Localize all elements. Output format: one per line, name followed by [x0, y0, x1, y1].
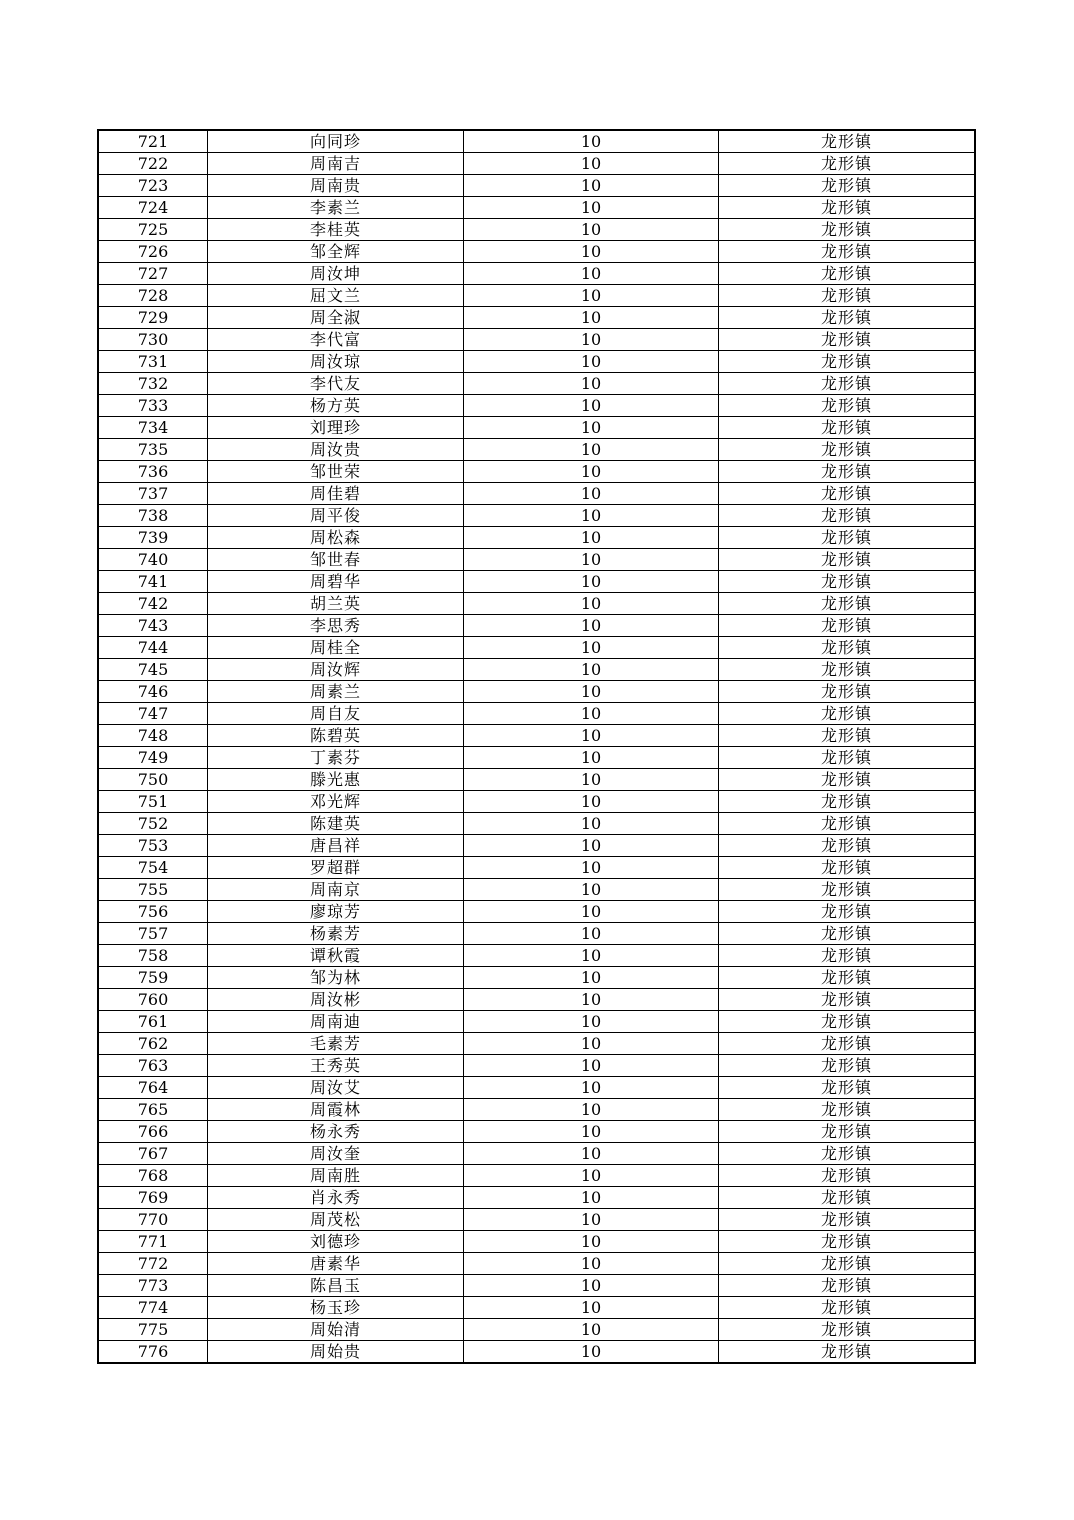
amount-cell: 10	[464, 241, 719, 263]
town-cell: 龙形镇	[719, 1253, 976, 1275]
table-row	[98, 1011, 975, 1033]
town-cell: 龙形镇	[719, 813, 976, 835]
table-row	[98, 1209, 975, 1231]
serial-number-cell: 761	[98, 1011, 208, 1033]
table-row	[98, 835, 975, 857]
town-cell: 龙形镇	[719, 175, 976, 197]
name-cell: 周全淑	[208, 307, 464, 329]
amount-cell: 10	[464, 813, 719, 835]
serial-number-cell: 737	[98, 483, 208, 505]
town-cell: 龙形镇	[719, 373, 976, 395]
town-cell: 龙形镇	[719, 527, 976, 549]
table-row	[98, 571, 975, 593]
table-row	[98, 197, 975, 219]
table-row	[98, 1033, 975, 1055]
table-row	[98, 329, 975, 351]
town-cell: 龙形镇	[719, 461, 976, 483]
amount-cell: 10	[464, 637, 719, 659]
amount-cell: 10	[464, 329, 719, 351]
serial-number-cell: 739	[98, 527, 208, 549]
serial-number-cell: 755	[98, 879, 208, 901]
table-row	[98, 1319, 975, 1341]
serial-number-cell: 747	[98, 703, 208, 725]
serial-number-cell: 768	[98, 1165, 208, 1187]
name-cell: 李桂英	[208, 219, 464, 241]
amount-cell: 10	[464, 263, 719, 285]
name-cell: 胡兰英	[208, 593, 464, 615]
name-cell: 杨方英	[208, 395, 464, 417]
town-cell: 龙形镇	[719, 1077, 976, 1099]
amount-cell: 10	[464, 1121, 719, 1143]
town-cell: 龙形镇	[719, 130, 976, 153]
serial-number-cell: 749	[98, 747, 208, 769]
name-cell: 唐昌祥	[208, 835, 464, 857]
town-cell: 龙形镇	[719, 659, 976, 681]
name-cell: 周碧华	[208, 571, 464, 593]
town-cell: 龙形镇	[719, 989, 976, 1011]
amount-cell: 10	[464, 923, 719, 945]
amount-cell: 10	[464, 219, 719, 241]
name-cell: 廖琼芳	[208, 901, 464, 923]
name-cell: 罗超群	[208, 857, 464, 879]
name-cell: 李素兰	[208, 197, 464, 219]
table-row	[98, 461, 975, 483]
serial-number-cell: 748	[98, 725, 208, 747]
amount-cell: 10	[464, 285, 719, 307]
amount-cell: 10	[464, 153, 719, 175]
serial-number-cell: 746	[98, 681, 208, 703]
amount-cell: 10	[464, 175, 719, 197]
name-cell: 李代友	[208, 373, 464, 395]
amount-cell: 10	[464, 857, 719, 879]
name-cell: 邓光辉	[208, 791, 464, 813]
amount-cell: 10	[464, 1055, 719, 1077]
table-row	[98, 1099, 975, 1121]
serial-number-cell: 766	[98, 1121, 208, 1143]
serial-number-cell: 728	[98, 285, 208, 307]
table-row	[98, 1165, 975, 1187]
table-row	[98, 1187, 975, 1209]
table-row	[98, 1297, 975, 1319]
name-cell: 邹世春	[208, 549, 464, 571]
table-row	[98, 130, 975, 153]
name-cell: 丁素芬	[208, 747, 464, 769]
name-cell: 周始清	[208, 1319, 464, 1341]
town-cell: 龙形镇	[719, 1209, 976, 1231]
amount-cell: 10	[464, 527, 719, 549]
table-row	[98, 857, 975, 879]
name-cell: 李代富	[208, 329, 464, 351]
town-cell: 龙形镇	[719, 505, 976, 527]
town-cell: 龙形镇	[719, 967, 976, 989]
table-row	[98, 725, 975, 747]
name-cell: 邹全辉	[208, 241, 464, 263]
name-cell: 周汝琼	[208, 351, 464, 373]
town-cell: 龙形镇	[719, 1033, 976, 1055]
serial-number-cell: 754	[98, 857, 208, 879]
name-cell: 周始贵	[208, 1341, 464, 1364]
amount-cell: 10	[464, 483, 719, 505]
town-cell: 龙形镇	[719, 1099, 976, 1121]
amount-cell: 10	[464, 417, 719, 439]
amount-cell: 10	[464, 1231, 719, 1253]
serial-number-cell: 762	[98, 1033, 208, 1055]
amount-cell: 10	[464, 659, 719, 681]
table-row	[98, 1143, 975, 1165]
table-row	[98, 219, 975, 241]
serial-number-cell: 724	[98, 197, 208, 219]
name-cell: 邹为林	[208, 967, 464, 989]
table-row	[98, 1275, 975, 1297]
town-cell: 龙形镇	[719, 1055, 976, 1077]
table-row	[98, 1253, 975, 1275]
amount-cell: 10	[464, 439, 719, 461]
table-row	[98, 285, 975, 307]
amount-cell: 10	[464, 1275, 719, 1297]
name-cell: 唐素华	[208, 1253, 464, 1275]
table-row	[98, 417, 975, 439]
serial-number-cell: 751	[98, 791, 208, 813]
name-cell: 周汝奎	[208, 1143, 464, 1165]
serial-number-cell: 759	[98, 967, 208, 989]
name-cell: 王秀英	[208, 1055, 464, 1077]
serial-number-cell: 776	[98, 1341, 208, 1364]
table-row	[98, 967, 975, 989]
name-cell: 杨永秀	[208, 1121, 464, 1143]
name-cell: 周霞林	[208, 1099, 464, 1121]
name-cell: 毛素芳	[208, 1033, 464, 1055]
serial-number-cell: 773	[98, 1275, 208, 1297]
town-cell: 龙形镇	[719, 263, 976, 285]
serial-number-cell: 726	[98, 241, 208, 263]
town-cell: 龙形镇	[719, 439, 976, 461]
serial-number-cell: 740	[98, 549, 208, 571]
amount-cell: 10	[464, 1341, 719, 1364]
name-cell: 向同珍	[208, 130, 464, 153]
town-cell: 龙形镇	[719, 1165, 976, 1187]
serial-number-cell: 752	[98, 813, 208, 835]
town-cell: 龙形镇	[719, 923, 976, 945]
name-cell: 周松森	[208, 527, 464, 549]
serial-number-cell: 764	[98, 1077, 208, 1099]
amount-cell: 10	[464, 1033, 719, 1055]
table-row	[98, 945, 975, 967]
amount-cell: 10	[464, 1253, 719, 1275]
name-cell: 周南迪	[208, 1011, 464, 1033]
serial-number-cell: 744	[98, 637, 208, 659]
name-cell: 周南京	[208, 879, 464, 901]
amount-cell: 10	[464, 791, 719, 813]
serial-number-cell: 745	[98, 659, 208, 681]
town-cell: 龙形镇	[719, 571, 976, 593]
amount-cell: 10	[464, 1143, 719, 1165]
amount-cell: 10	[464, 1077, 719, 1099]
table-row	[98, 659, 975, 681]
table-row	[98, 791, 975, 813]
table-row	[98, 241, 975, 263]
serial-number-cell: 765	[98, 1099, 208, 1121]
table-row	[98, 351, 975, 373]
amount-cell: 10	[464, 1319, 719, 1341]
serial-number-cell: 738	[98, 505, 208, 527]
amount-cell: 10	[464, 747, 719, 769]
town-cell: 龙形镇	[719, 1143, 976, 1165]
name-cell: 周汝坤	[208, 263, 464, 285]
town-cell: 龙形镇	[719, 725, 976, 747]
table-row	[98, 505, 975, 527]
town-cell: 龙形镇	[719, 879, 976, 901]
serial-number-cell: 736	[98, 461, 208, 483]
name-cell: 周汝贵	[208, 439, 464, 461]
amount-cell: 10	[464, 373, 719, 395]
amount-cell: 10	[464, 901, 719, 923]
serial-number-cell: 756	[98, 901, 208, 923]
amount-cell: 10	[464, 703, 719, 725]
town-cell: 龙形镇	[719, 747, 976, 769]
name-cell: 杨玉珍	[208, 1297, 464, 1319]
town-cell: 龙形镇	[719, 197, 976, 219]
serial-number-cell: 774	[98, 1297, 208, 1319]
amount-cell: 10	[464, 130, 719, 153]
name-cell: 周南吉	[208, 153, 464, 175]
table-row	[98, 1077, 975, 1099]
table-row	[98, 263, 975, 285]
table-row	[98, 527, 975, 549]
serial-number-cell: 763	[98, 1055, 208, 1077]
table-row	[98, 637, 975, 659]
table-row	[98, 813, 975, 835]
town-cell: 龙形镇	[719, 1341, 976, 1364]
table-row	[98, 747, 975, 769]
table-row	[98, 1121, 975, 1143]
table-row	[98, 153, 975, 175]
town-cell: 龙形镇	[719, 945, 976, 967]
town-cell: 龙形镇	[719, 549, 976, 571]
amount-cell: 10	[464, 461, 719, 483]
town-cell: 龙形镇	[719, 153, 976, 175]
amount-cell: 10	[464, 835, 719, 857]
serial-number-cell: 725	[98, 219, 208, 241]
serial-number-cell: 723	[98, 175, 208, 197]
town-cell: 龙形镇	[719, 681, 976, 703]
serial-number-cell: 735	[98, 439, 208, 461]
table-row	[98, 703, 975, 725]
amount-cell: 10	[464, 1011, 719, 1033]
serial-number-cell: 741	[98, 571, 208, 593]
name-cell: 屈文兰	[208, 285, 464, 307]
serial-number-cell: 775	[98, 1319, 208, 1341]
table-row	[98, 879, 975, 901]
amount-cell: 10	[464, 615, 719, 637]
serial-number-cell: 770	[98, 1209, 208, 1231]
table-row	[98, 615, 975, 637]
town-cell: 龙形镇	[719, 593, 976, 615]
amount-cell: 10	[464, 549, 719, 571]
name-cell: 周茂松	[208, 1209, 464, 1231]
amount-cell: 10	[464, 1297, 719, 1319]
amount-cell: 10	[464, 967, 719, 989]
amount-cell: 10	[464, 989, 719, 1011]
town-cell: 龙形镇	[719, 351, 976, 373]
town-cell: 龙形镇	[719, 835, 976, 857]
amount-cell: 10	[464, 945, 719, 967]
amount-cell: 10	[464, 1165, 719, 1187]
town-cell: 龙形镇	[719, 1319, 976, 1341]
name-cell: 邹世荣	[208, 461, 464, 483]
roster-table	[97, 129, 976, 1364]
serial-number-cell: 771	[98, 1231, 208, 1253]
table-row	[98, 1231, 975, 1253]
town-cell: 龙形镇	[719, 417, 976, 439]
table-row	[98, 1055, 975, 1077]
name-cell: 周南胜	[208, 1165, 464, 1187]
serial-number-cell: 760	[98, 989, 208, 1011]
table-row	[98, 989, 975, 1011]
amount-cell: 10	[464, 197, 719, 219]
town-cell: 龙形镇	[719, 769, 976, 791]
town-cell: 龙形镇	[719, 241, 976, 263]
town-cell: 龙形镇	[719, 1187, 976, 1209]
serial-number-cell: 757	[98, 923, 208, 945]
serial-number-cell: 722	[98, 153, 208, 175]
amount-cell: 10	[464, 1099, 719, 1121]
amount-cell: 10	[464, 593, 719, 615]
roster-table-body	[98, 130, 975, 1363]
name-cell: 杨素芳	[208, 923, 464, 945]
town-cell: 龙形镇	[719, 901, 976, 923]
town-cell: 龙形镇	[719, 1297, 976, 1319]
serial-number-cell: 769	[98, 1187, 208, 1209]
serial-number-cell: 742	[98, 593, 208, 615]
name-cell: 谭秋霞	[208, 945, 464, 967]
name-cell: 李思秀	[208, 615, 464, 637]
table-row	[98, 395, 975, 417]
town-cell: 龙形镇	[719, 483, 976, 505]
name-cell: 陈建英	[208, 813, 464, 835]
amount-cell: 10	[464, 1209, 719, 1231]
amount-cell: 10	[464, 351, 719, 373]
amount-cell: 10	[464, 307, 719, 329]
name-cell: 周汝艾	[208, 1077, 464, 1099]
table-row	[98, 175, 975, 197]
table-row	[98, 769, 975, 791]
amount-cell: 10	[464, 571, 719, 593]
serial-number-cell: 730	[98, 329, 208, 351]
name-cell: 周素兰	[208, 681, 464, 703]
town-cell: 龙形镇	[719, 857, 976, 879]
name-cell: 周自友	[208, 703, 464, 725]
name-cell: 刘理珍	[208, 417, 464, 439]
name-cell: 陈昌玉	[208, 1275, 464, 1297]
amount-cell: 10	[464, 681, 719, 703]
name-cell: 肖永秀	[208, 1187, 464, 1209]
serial-number-cell: 753	[98, 835, 208, 857]
serial-number-cell: 772	[98, 1253, 208, 1275]
town-cell: 龙形镇	[719, 1121, 976, 1143]
amount-cell: 10	[464, 395, 719, 417]
amount-cell: 10	[464, 505, 719, 527]
town-cell: 龙形镇	[719, 285, 976, 307]
table-row	[98, 483, 975, 505]
town-cell: 龙形镇	[719, 329, 976, 351]
serial-number-cell: 743	[98, 615, 208, 637]
town-cell: 龙形镇	[719, 615, 976, 637]
town-cell: 龙形镇	[719, 219, 976, 241]
town-cell: 龙形镇	[719, 395, 976, 417]
table-row	[98, 901, 975, 923]
table-row	[98, 439, 975, 461]
town-cell: 龙形镇	[719, 1231, 976, 1253]
amount-cell: 10	[464, 769, 719, 791]
table-row	[98, 923, 975, 945]
table-row	[98, 593, 975, 615]
serial-number-cell: 758	[98, 945, 208, 967]
amount-cell: 10	[464, 725, 719, 747]
serial-number-cell: 732	[98, 373, 208, 395]
amount-cell: 10	[464, 1187, 719, 1209]
serial-number-cell: 733	[98, 395, 208, 417]
town-cell: 龙形镇	[719, 703, 976, 725]
amount-cell: 10	[464, 879, 719, 901]
town-cell: 龙形镇	[719, 791, 976, 813]
name-cell: 周南贵	[208, 175, 464, 197]
name-cell: 周佳碧	[208, 483, 464, 505]
town-cell: 龙形镇	[719, 1275, 976, 1297]
town-cell: 龙形镇	[719, 1011, 976, 1033]
table-row	[98, 681, 975, 703]
name-cell: 周平俊	[208, 505, 464, 527]
name-cell: 刘德珍	[208, 1231, 464, 1253]
town-cell: 龙形镇	[719, 307, 976, 329]
name-cell: 周桂全	[208, 637, 464, 659]
table-row	[98, 307, 975, 329]
serial-number-cell: 731	[98, 351, 208, 373]
serial-number-cell: 767	[98, 1143, 208, 1165]
table-row	[98, 1341, 975, 1364]
serial-number-cell: 727	[98, 263, 208, 285]
name-cell: 周汝彬	[208, 989, 464, 1011]
town-cell: 龙形镇	[719, 637, 976, 659]
name-cell: 周汝辉	[208, 659, 464, 681]
serial-number-cell: 750	[98, 769, 208, 791]
serial-number-cell: 721	[98, 130, 208, 153]
serial-number-cell: 729	[98, 307, 208, 329]
serial-number-cell: 734	[98, 417, 208, 439]
table-row	[98, 373, 975, 395]
name-cell: 滕光惠	[208, 769, 464, 791]
name-cell: 陈碧英	[208, 725, 464, 747]
table-row	[98, 549, 975, 571]
